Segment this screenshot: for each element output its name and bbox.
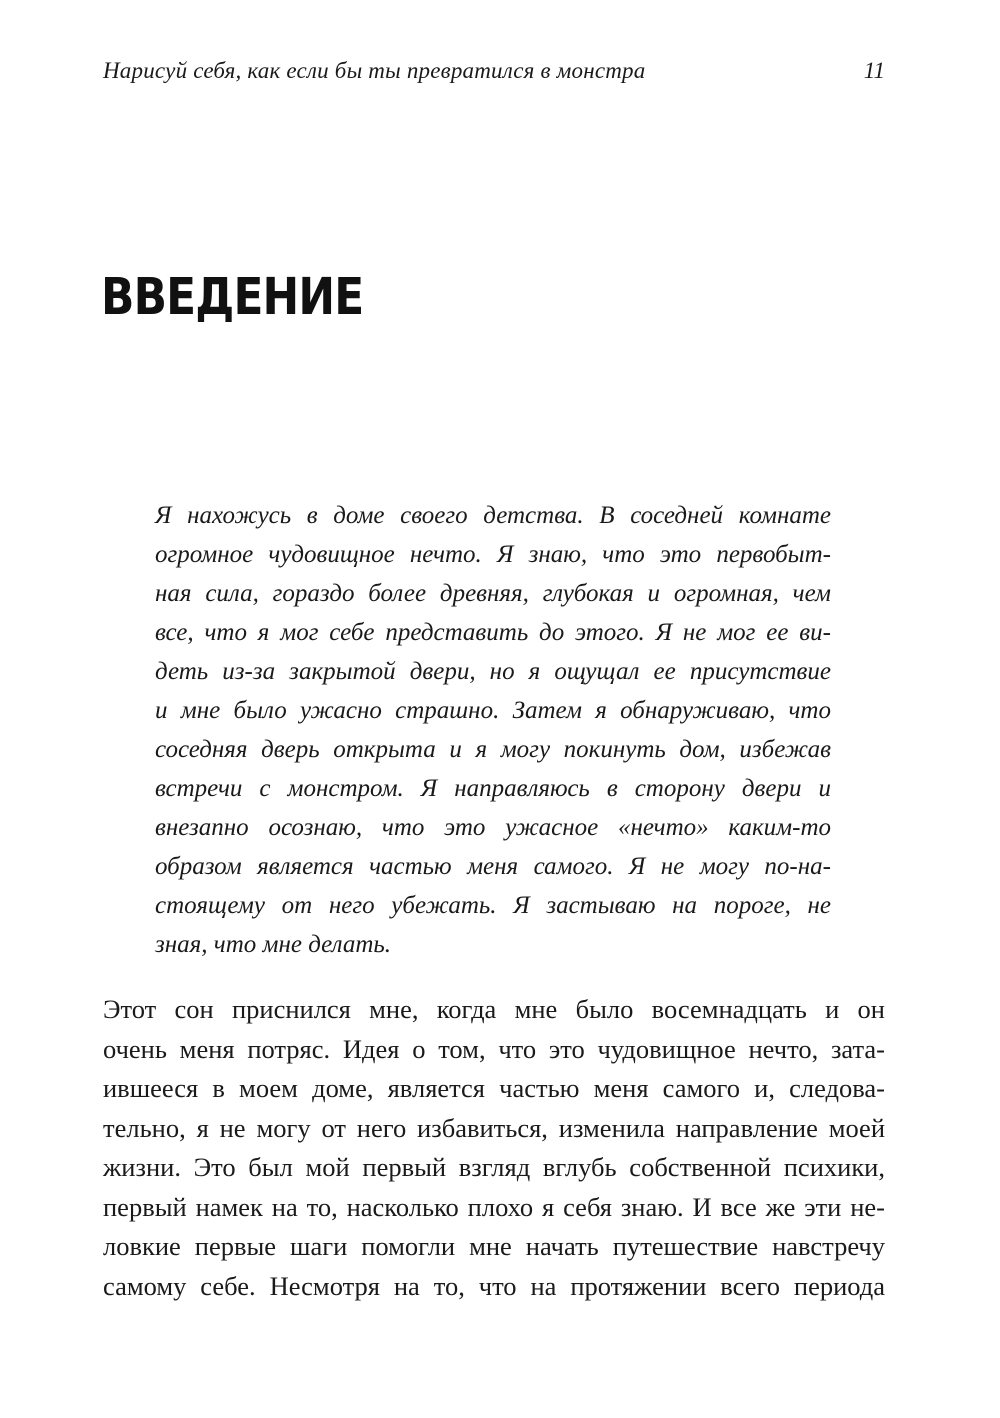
body-line: Этот сон приснился мне, когда мне было восемнадцать и он — [103, 994, 885, 1024]
epigraph-line: огромное чудовищное нечто. Я знаю, что это первобыт- — [155, 541, 831, 568]
epigraph-line: образом является частью меня самого. Я не могу по-на- — [155, 853, 831, 880]
body-line: тельно, я не могу от него избавиться, изменила направление моей — [103, 1112, 885, 1143]
running-title: Нарисуй себя, как если бы ты превратился в монстра — [103, 58, 646, 83]
body-line: самому себе. Несмотря на то, что на протяжении всего периода — [103, 1270, 885, 1301]
epigraph-line: стоящему от него убежать. Я застываю на пороге, не — [155, 892, 831, 919]
epigraph-line: ная сила, гораздо более древняя, глубокая и огромная, чем — [155, 580, 831, 607]
page-number: 11 — [863, 58, 885, 83]
epigraph-line: зная, что мне делать. — [155, 931, 392, 958]
body-line: первый намек на то, насколько плохо я себя знаю. И все же эти не- — [103, 1191, 885, 1222]
epigraph-line: встречи с монстром. Я направляюсь в сторону двери и — [155, 775, 831, 802]
chapter-title: ВВЕДЕНИЕ — [101, 268, 364, 327]
epigraph-line: и мне было ужасно страшно. Затем я обнаруживаю, что — [155, 697, 831, 724]
running-header — [103, 58, 885, 94]
body-line: жизни. Это был мой первый взгляд вглубь собственной психики, — [103, 1152, 885, 1182]
epigraph-line: Я нахожусь в доме своего детства. В соседней комнате — [155, 502, 831, 529]
body-line: ловкие первые шаги помогли мне начать путешествие навстречу — [103, 1231, 885, 1261]
epigraph-line: все, что я мог себе представить до этого. Я не мог ее ви- — [155, 619, 831, 646]
epigraph-line: соседняя дверь открыта и я могу покинуть дом, избежав — [155, 736, 831, 763]
body-paragraph — [103, 990, 885, 1306]
body-line: ившееся в моем доме, является частью меня самого и, следова- — [103, 1073, 885, 1103]
epigraph-line: внезапно осознаю, что это ужасное «нечто» каким-то — [155, 814, 831, 841]
body-line: очень меня потряс. Идея о том, что это чудовищное нечто, зата- — [103, 1033, 885, 1064]
epigraph-line: деть из-за закрытой двери, но я ощущал ее присутствие — [155, 658, 831, 685]
epigraph-dream-passage — [155, 496, 831, 964]
